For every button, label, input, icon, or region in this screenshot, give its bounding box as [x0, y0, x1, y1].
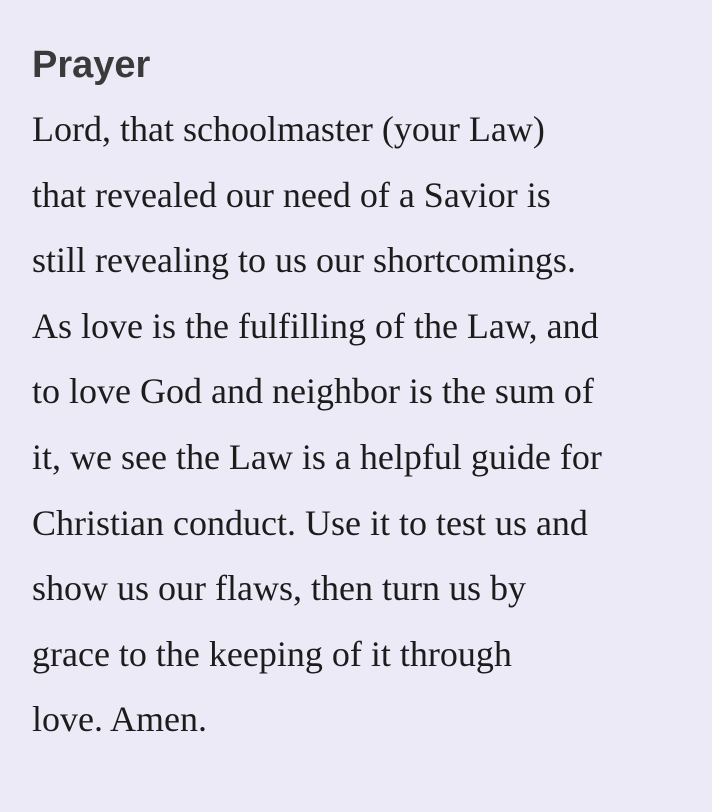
prayer-text-line: grace to the keeping of it through [32, 633, 512, 674]
prayer-text-line: Christian conduct. Use it to test us and [32, 502, 588, 543]
prayer-text-line: that revealed our need of a Savior is [32, 174, 551, 215]
prayer-text-line: it, we see the Law is a helpful guide for [32, 436, 602, 477]
section-heading: Prayer [32, 44, 151, 86]
prayer-text-line: still revealing to us our shortcomings. [32, 240, 576, 281]
prayer-text-line: love. Amen. [32, 699, 207, 740]
prayer-text-line: to love God and neighbor is the sum of [32, 371, 594, 412]
prayer-text-line: Lord, that schoolmaster (your Law) [32, 109, 545, 149]
prayer-text [32, 97, 692, 753]
prayer-text-line: As love is the fulfilling of the Law, and [32, 305, 599, 346]
prayer-section [32, 40, 692, 753]
prayer-text-line: show us our flaws, then turn us by [32, 568, 526, 609]
